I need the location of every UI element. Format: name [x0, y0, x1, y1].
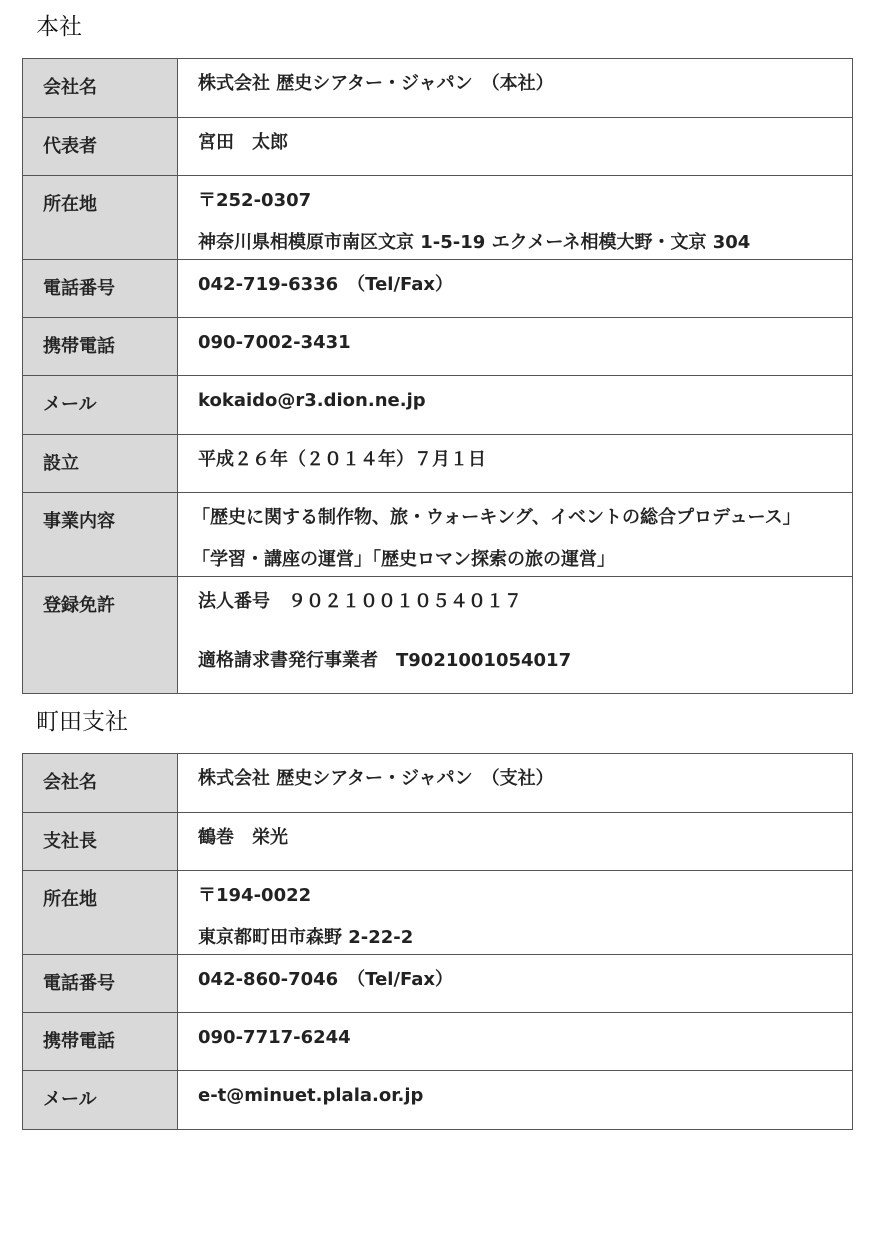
table-row-established — [23, 435, 853, 493]
row-label: 会社名 — [23, 59, 178, 118]
row-value — [178, 871, 853, 955]
row-label: 支社長 — [23, 813, 178, 871]
row-value — [178, 435, 853, 493]
branch-manager-text: 鶴巻 栄光 — [198, 827, 288, 848]
headquarters-heading: 本社 — [36, 14, 82, 40]
row-value — [178, 955, 853, 1013]
branch-heading: 町田支社 — [36, 709, 128, 735]
company-name-text: 株式会社 歴史シアター・ジャパン （本社） — [198, 73, 554, 94]
mobile-text: 090-7717-6244 — [198, 1027, 351, 1048]
table-row-address — [23, 176, 853, 260]
row-value — [178, 1071, 853, 1130]
business-line-2: 「学習・講座の運営」「歴史ロマン探索の旅の運営」 — [192, 549, 615, 570]
postal-code-text: 〒252-0307 — [198, 190, 312, 211]
table-row-registration — [23, 577, 853, 694]
row-value — [178, 176, 853, 260]
row-label: 会社名 — [23, 754, 178, 813]
table-row-mobile — [23, 318, 853, 376]
table-row-company-name — [23, 59, 853, 118]
row-value — [178, 813, 853, 871]
row-label: 所在地 — [23, 176, 178, 260]
email-text: e-t@minuet.plala.or.jp — [198, 1085, 424, 1106]
headquarters-table — [22, 58, 853, 694]
table-row-phone — [23, 955, 853, 1013]
invoice-registration-text: 適格請求書発行事業者 T9021001054017 — [198, 650, 572, 671]
mobile-text: 090-7002-3431 — [198, 332, 351, 353]
row-label: メール — [23, 1071, 178, 1130]
address-text: 神奈川県相模原市南区文京 1-5-19 エクメーネ相模大野・文京 304 — [198, 232, 751, 253]
row-value — [178, 318, 853, 376]
row-value — [178, 493, 853, 577]
table-row-business — [23, 493, 853, 577]
row-value — [178, 118, 853, 176]
company-name-text: 株式会社 歴史シアター・ジャパン （支社） — [198, 768, 554, 789]
row-label: 電話番号 — [23, 955, 178, 1013]
table-row-email — [23, 376, 853, 435]
established-text: 平成２６年（２０１４年）７月１日 — [198, 449, 486, 470]
row-label: 所在地 — [23, 871, 178, 955]
row-value — [178, 260, 853, 318]
table-row-branch-manager — [23, 813, 853, 871]
row-label: 携帯電話 — [23, 1013, 178, 1071]
row-value — [178, 754, 853, 813]
table-row-phone — [23, 260, 853, 318]
table-row-representative — [23, 118, 853, 176]
branch-table — [22, 753, 853, 1130]
row-label: 事業内容 — [23, 493, 178, 577]
row-label: 設立 — [23, 435, 178, 493]
row-label: 携帯電話 — [23, 318, 178, 376]
email-text: kokaido@r3.dion.ne.jp — [198, 390, 426, 411]
row-label: メール — [23, 376, 178, 435]
postal-code-text: 〒194-0022 — [198, 885, 312, 906]
table-row-company-name — [23, 754, 853, 813]
business-line-1: 「歴史に関する制作物、旅・ウォーキング、イベントの総合プロデュース」 — [192, 507, 801, 528]
phone-text: 042-719-6336 （Tel/Fax） — [198, 274, 454, 295]
row-value — [178, 1013, 853, 1071]
row-value — [178, 376, 853, 435]
row-label: 代表者 — [23, 118, 178, 176]
table-row-address — [23, 871, 853, 955]
representative-text: 宮田 太郎 — [198, 132, 288, 153]
row-label: 電話番号 — [23, 260, 178, 318]
address-text: 東京都町田市森野 2-22-2 — [198, 927, 414, 948]
row-value — [178, 577, 853, 694]
corporate-number-text: 法人番号 ９０２１００１０５４０１７ — [198, 591, 522, 612]
table-row-email — [23, 1071, 853, 1130]
row-value — [178, 59, 853, 118]
row-label: 登録免許 — [23, 577, 178, 694]
table-row-mobile — [23, 1013, 853, 1071]
phone-text: 042-860-7046 （Tel/Fax） — [198, 969, 454, 990]
